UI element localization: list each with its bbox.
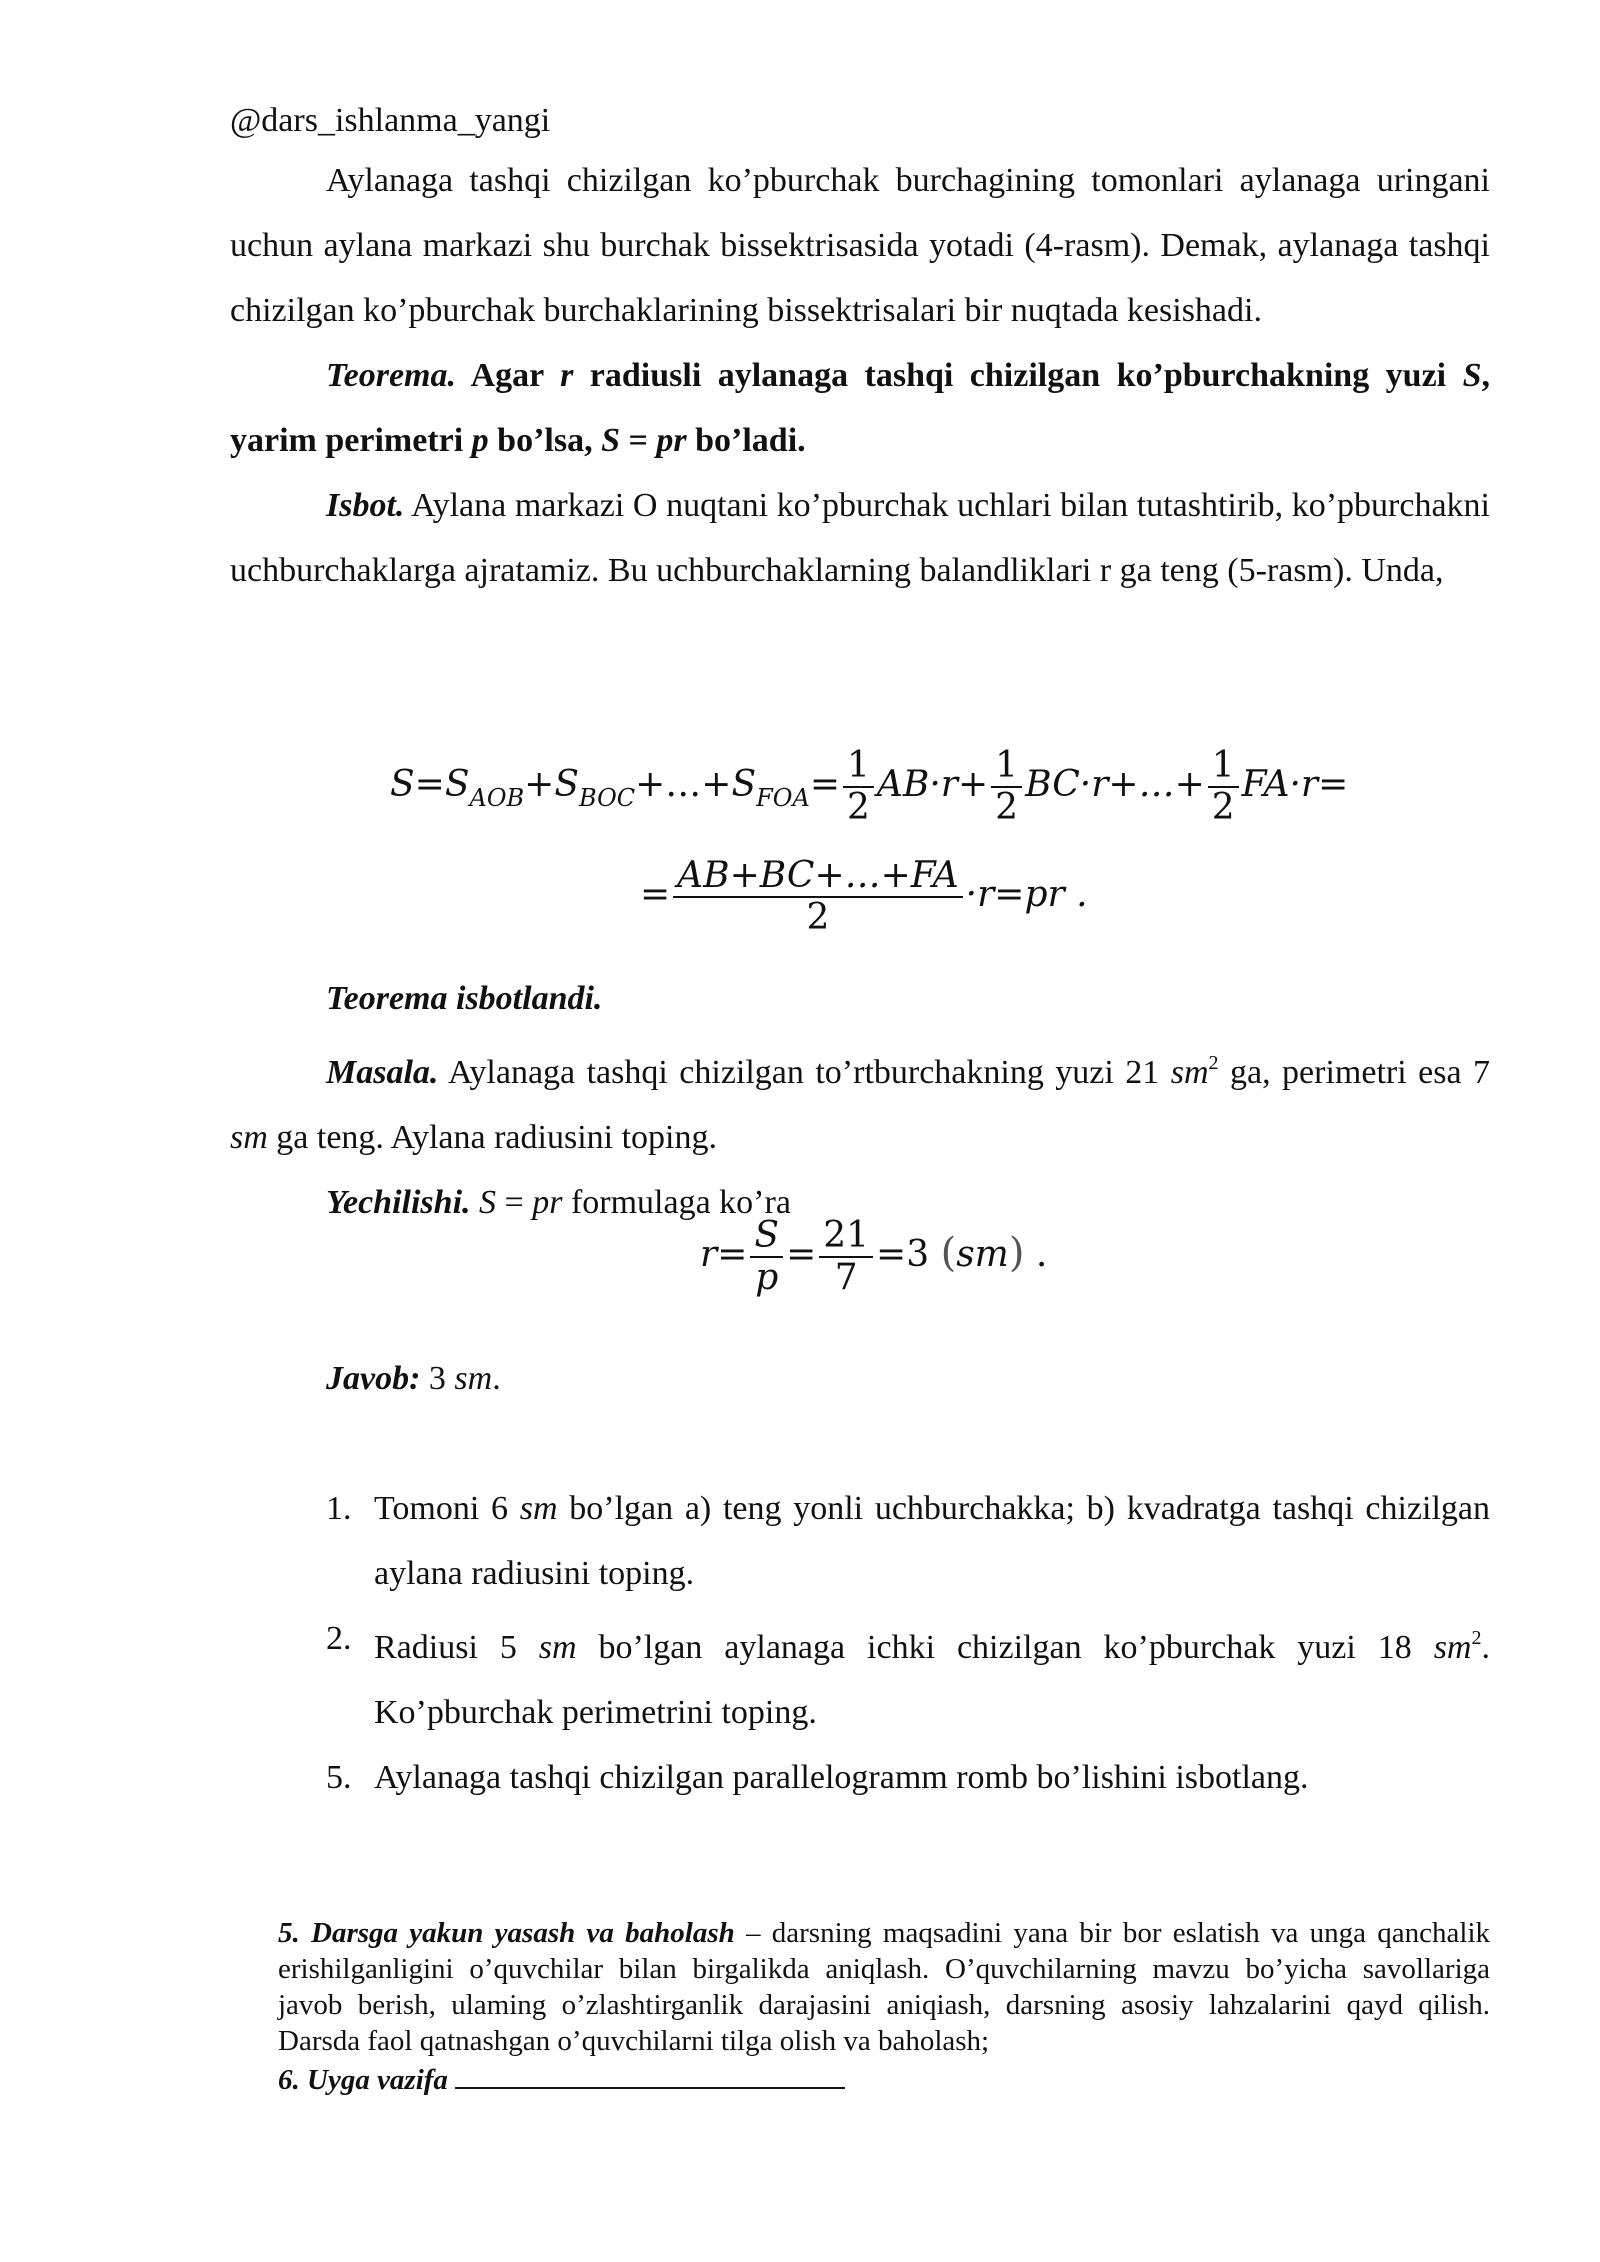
proof-label: Isbot. [326, 487, 405, 524]
fraction-half: $\frac{1}{2}$ [843, 746, 874, 828]
exercise-list [326, 1476, 1490, 1810]
answer-label: Javob: [326, 1360, 421, 1397]
intro-paragraph: Aylanaga tashqi chizilgan ko’pburchak burchagining tomonlari aylanaga uringani uchun aylana markazi shu burchak bissektrisasida yotadi (4-rasm). Demak, aylanaga tashqi chizilgan ko’pburchak burchaklarining bissektrisalari bir nuqtada kesishadi. [230, 162, 1490, 329]
solution-line: Yechilishi. S = pr formulaga ko’ra [326, 1184, 791, 1221]
solution-label: Yechilishi. [326, 1184, 471, 1221]
area-sum-equation: $S=S_{AOB}+S_{BOC}+\dots+S_{FOA}=$ $\frac{1}{2}$ AB·r+ $\frac{1}{2}$ BC·r+…+ $\frac{1}{2}$ FA·r= [390, 745, 1349, 828]
homework-blank[interactable] [455, 2061, 845, 2089]
lesson-closing-paragraph: 5. Darsga yakun yasash va baholash – darsning maqsadini yana bir bor eslatish va unga qanchalik erishilganligini o’quvchilar bilan birgalikda aniqlash. O’quvchilarning mavzu bo’yicha savollariga javob berish, ulaming o’zlashtirganlik darajasini aniqiash, darsning asosiy lahzalarini qayd qilish. Darsda faol qatnashgan o’quvchilarni tilga olish va baholash; [278, 1917, 1490, 2057]
homework-label: 6. Uyga vazifa [278, 2064, 448, 2096]
list-item: 1. Tomoni 6 sm bo’lgan a) teng yonli uchburchakka; b) kvadratga tashqi chizilgan aylana radiusini toping. [326, 1490, 1490, 1592]
fraction-half: $\frac{1}{2}$ [991, 746, 1022, 828]
theorem-proved: Teorema isbotlandi. [326, 980, 603, 1017]
problem-paragraph: Masala. Aylanaga tashqi chizilgan to’rtburchakning yuzi 21 $sm^2$ ga, perimetri esa 7 sm ga teng. Aylana radiusini toping. [230, 1052, 1490, 1156]
fraction-s-over-p: $\frac{S}{p}$ [750, 1216, 783, 1298]
list-item: 5. Aylanaga tashqi chizilgan parallelogramm romb bo’lishini isbotlang. [326, 1759, 1309, 1796]
channel-handle: @dars_ishlanma_yangi [230, 102, 551, 139]
problem-label: Masala. [326, 1054, 439, 1091]
problem-block [230, 966, 1490, 1235]
theorem-statement: Teorema. Agar r radiusli aylanaga tashqi chizilgan ko’pburchakning yuzi S, yarim perimetri p bo’lsa, S = pr bo’ladi. [230, 357, 1490, 459]
proof-paragraph: Isbot. Aylana markazi O nuqtani ko’pburchak uchlari bilan tutashtirib, ko’pburchakni uchburchaklarga ajratamiz. Bu uchburchaklarning balandliklari r ga teng (5-rasm). Unda, [230, 487, 1490, 589]
answer-line: Javob: 3 sm. [326, 1360, 501, 1397]
perimeter-fraction: $\frac{AB+BC+\dots+FA}{2}$ [673, 856, 962, 938]
list-item: 2. Radiusi 5 sm bo’lgan aylanaga ichki chizilgan ko’pburchak yuzi 18 $sm^2$. Ko’pburchak perimetrini toping. [326, 1620, 1490, 1731]
theorem-label: Teorema. [326, 357, 457, 394]
closing-label: 5. Darsga yakun yasash va baholash [278, 1917, 735, 1949]
fraction-21-over-7: $\frac{21}{7}$ [819, 1216, 873, 1298]
fraction-half: $\frac{1}{2}$ [1208, 746, 1239, 828]
area-result-equation: = $\frac{AB+BC+\dots+FA}{2}$ ·r=pr . [640, 855, 1088, 938]
homework-line [278, 2061, 845, 2097]
document-page [230, 96, 1490, 2096]
radius-equation: r= $\frac{S}{p}$ = $\frac{21}{7}$ =3 (sm) . [700, 1215, 1048, 1298]
